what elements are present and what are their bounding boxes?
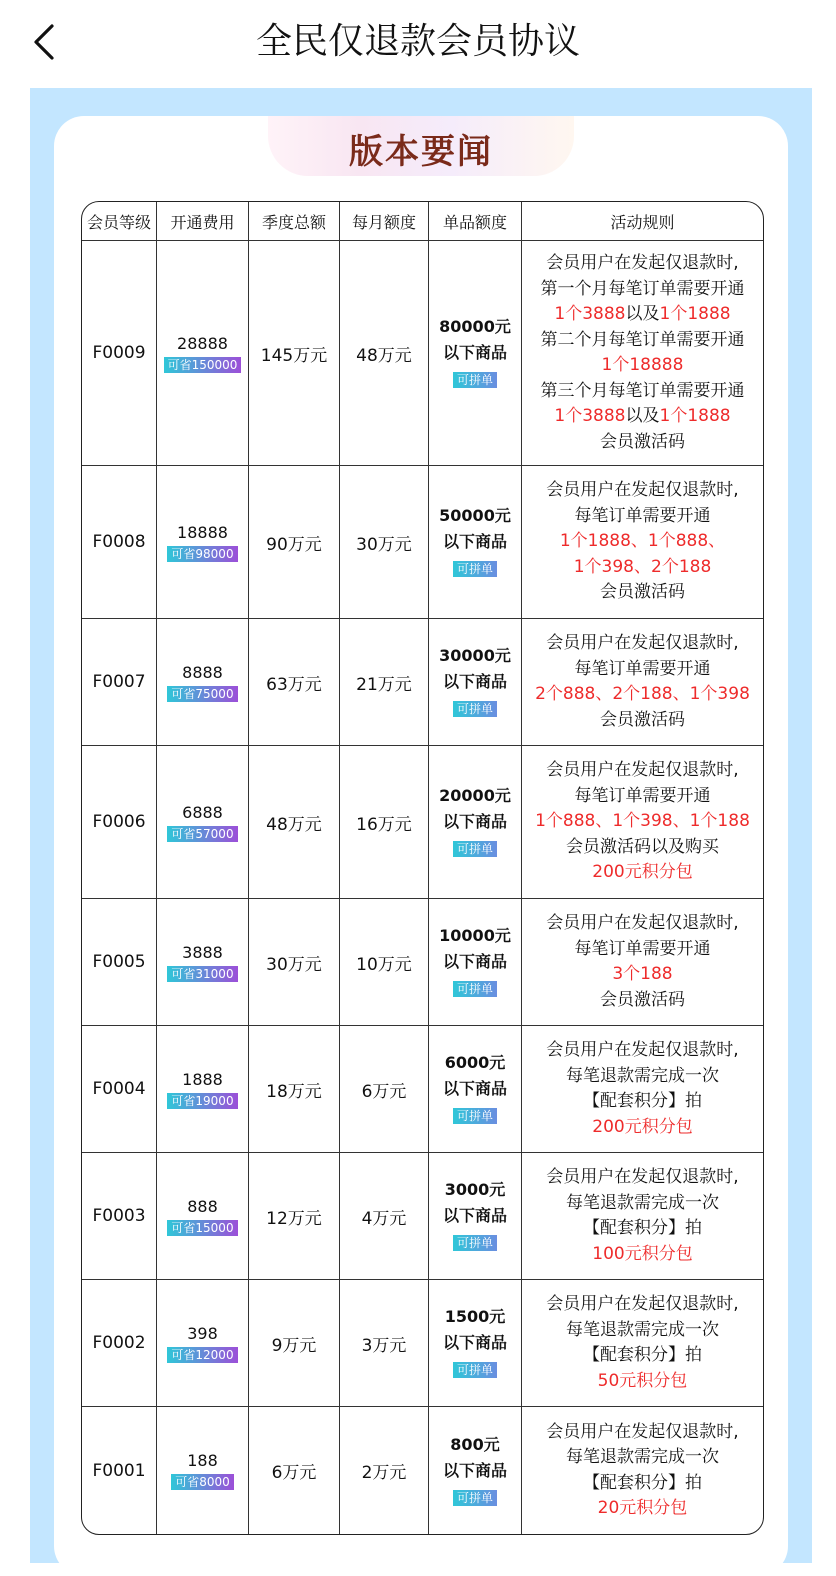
savings-badge: 可省31000	[167, 966, 237, 982]
content-panel	[30, 88, 812, 1563]
rule-text: 每笔订单需要开通	[574, 785, 711, 806]
savings-badge: 可省150000	[164, 357, 242, 373]
fee-value: 398	[187, 1323, 218, 1343]
rule-text: 1个1888、1个888、	[559, 531, 726, 552]
rule-text: 会员激活码	[600, 989, 685, 1010]
fee-value: 188	[187, 1451, 218, 1470]
single-text: 以下商品	[442, 532, 507, 551]
table-row	[82, 746, 763, 899]
rule-text: 1个888、1个398、1个188	[535, 811, 750, 832]
header-fee: 开通费用	[157, 202, 249, 241]
fee-value: 28888	[177, 333, 228, 353]
rule-text: 1个1888	[659, 304, 731, 324]
rule-text: 每笔订单需要开通	[574, 938, 711, 959]
rule-text: 会员用户在发起仅退款时,	[546, 1421, 739, 1442]
rule-text: 会员用户在发起仅退款时,	[546, 1294, 739, 1314]
single-text: 以下商品	[442, 343, 507, 362]
savings-badge: 可省15000	[167, 1220, 237, 1236]
rule-text: 会员激活码	[600, 709, 685, 730]
cell-single-limit	[429, 899, 522, 1026]
rule-line	[522, 962, 763, 988]
cell-rule	[522, 746, 763, 899]
header-level: 会员等级	[82, 202, 157, 241]
rule-text: 每笔退款需完成一次	[566, 1319, 719, 1340]
rule-line	[522, 1445, 763, 1471]
rule-line	[522, 1343, 763, 1369]
rule-line	[522, 1038, 763, 1064]
single-amount: 1500元	[444, 1307, 506, 1326]
rule-line	[522, 580, 763, 606]
cell-single-limit	[429, 1280, 522, 1407]
fee-value: 6888	[182, 802, 223, 822]
rule-text: 以及	[625, 304, 660, 324]
group-order-badge: 可拼单	[453, 1490, 497, 1506]
group-order-badge: 可拼单	[453, 841, 497, 857]
rule-line	[522, 809, 763, 835]
header-rules: 活动规则	[522, 202, 763, 241]
cell-fee	[157, 746, 249, 899]
rule-text: 会员激活码以及购买	[566, 836, 719, 857]
cell-rule	[522, 619, 763, 746]
cell-single-limit	[429, 1026, 522, 1153]
rule-line	[522, 758, 763, 784]
rule-line	[522, 1115, 763, 1141]
rule-text: 200元积分包	[592, 1116, 693, 1137]
rule-text: 200元积分包	[592, 862, 693, 883]
rule-line	[522, 379, 763, 405]
rule-text: 50元积分包	[597, 1370, 688, 1391]
membership-table	[81, 201, 764, 1535]
header-single: 单品额度	[429, 202, 522, 241]
cell-level: F0005	[82, 899, 157, 1026]
rule-line	[522, 682, 763, 708]
section-title: 版本要闻	[349, 132, 493, 172]
cell-quarter-total: 48万元	[249, 746, 340, 899]
single-amount: 10000元	[439, 926, 511, 945]
cell-fee	[157, 899, 249, 1026]
cell-fee	[157, 1026, 249, 1153]
cell-quarter-total: 30万元	[249, 899, 340, 1026]
cell-level: F0009	[82, 241, 157, 466]
group-order-badge: 可拼单	[453, 701, 497, 717]
rule-line	[522, 835, 763, 861]
table-row	[82, 1280, 763, 1407]
rule-line	[522, 353, 763, 379]
group-order-badge: 可拼单	[453, 981, 497, 997]
rule-line	[522, 1471, 763, 1497]
single-amount: 20000元	[439, 786, 511, 805]
cell-monthly-limit: 10万元	[340, 899, 429, 1026]
group-order-badge: 可拼单	[453, 1108, 497, 1124]
table-row	[82, 899, 763, 1026]
group-order-badge: 可拼单	[453, 372, 497, 388]
rule-text: 【配套积分】拍	[583, 1218, 702, 1238]
rule-text: 会员用户在发起仅退款时,	[546, 1040, 739, 1060]
rule-text: 第二个月每笔订单需要开通	[540, 329, 745, 350]
table-row	[82, 1153, 763, 1280]
cell-rule	[522, 1153, 763, 1280]
rule-text: 1个1888	[659, 406, 731, 426]
cell-single-limit	[429, 1407, 522, 1534]
rule-line	[522, 328, 763, 354]
table-row	[82, 241, 763, 466]
cell-rule	[522, 1026, 763, 1153]
single-amount: 3000元	[444, 1180, 506, 1199]
rule-text: 【配套积分】拍	[583, 1472, 702, 1493]
rule-line	[522, 302, 763, 328]
rule-line	[522, 1089, 763, 1115]
cell-rule	[522, 1280, 763, 1407]
rule-line	[522, 911, 763, 937]
single-text: 以下商品	[442, 812, 507, 831]
cell-monthly-limit: 4万元	[340, 1153, 429, 1280]
cell-quarter-total: 145万元	[249, 241, 340, 466]
single-amount: 50000元	[439, 506, 511, 525]
rule-line	[522, 555, 763, 581]
rule-text: 每笔订单需要开通	[574, 505, 711, 526]
rule-text: 会员用户在发起仅退款时,	[546, 913, 739, 933]
fee-value: 18888	[177, 522, 228, 542]
cell-single-limit	[429, 241, 522, 466]
cell-level: F0002	[82, 1280, 157, 1407]
rule-line	[522, 860, 763, 886]
cell-monthly-limit: 30万元	[340, 466, 429, 619]
single-amount: 6000元	[444, 1053, 506, 1072]
table-row	[82, 619, 763, 746]
rule-line	[522, 1064, 763, 1090]
rule-line	[522, 1496, 763, 1522]
cell-fee	[157, 1407, 249, 1534]
rule-line	[522, 708, 763, 734]
rule-text: 每笔订单需要开通	[574, 658, 711, 679]
rule-line	[522, 1165, 763, 1191]
rule-line	[522, 277, 763, 303]
rule-line	[522, 657, 763, 683]
fee-value: 8888	[182, 662, 223, 682]
group-order-badge: 可拼单	[453, 561, 497, 577]
cell-monthly-limit: 21万元	[340, 619, 429, 746]
cell-quarter-total: 12万元	[249, 1153, 340, 1280]
header-quarter: 季度总额	[249, 202, 340, 241]
rule-text: 第一个月每笔订单需要开通	[540, 278, 745, 299]
savings-badge: 可省57000	[167, 826, 237, 842]
fee-value: 888	[187, 1196, 218, 1216]
rule-text: 会员激活码	[600, 582, 685, 603]
cell-quarter-total: 18万元	[249, 1026, 340, 1153]
rule-line	[522, 1216, 763, 1242]
cell-level: F0004	[82, 1026, 157, 1153]
cell-quarter-total: 63万元	[249, 619, 340, 746]
rule-line	[522, 988, 763, 1014]
cell-rule	[522, 241, 763, 466]
rule-text: 以及	[625, 406, 660, 426]
cell-level: F0006	[82, 746, 157, 899]
table-header-row	[82, 202, 763, 241]
rule-line	[522, 1191, 763, 1217]
rule-text: 20元积分包	[597, 1498, 688, 1518]
cell-fee	[157, 241, 249, 466]
table-row	[82, 466, 763, 619]
cell-level: F0001	[82, 1407, 157, 1534]
cell-rule	[522, 466, 763, 619]
rule-text: 会员用户在发起仅退款时,	[546, 480, 739, 501]
savings-badge: 可省12000	[167, 1347, 237, 1363]
savings-badge: 可省19000	[167, 1093, 237, 1109]
rule-text: 1个3888	[554, 304, 626, 324]
cell-quarter-total: 6万元	[249, 1407, 340, 1534]
rule-text: 会员用户在发起仅退款时,	[546, 1167, 739, 1187]
single-text: 以下商品	[442, 1333, 507, 1352]
single-text: 以下商品	[442, 952, 507, 971]
rule-line	[522, 251, 763, 277]
cell-fee	[157, 466, 249, 619]
rule-text: 每笔退款需完成一次	[566, 1447, 719, 1467]
cell-single-limit	[429, 1153, 522, 1280]
rule-line	[522, 529, 763, 555]
rule-line	[522, 1242, 763, 1268]
rule-text: 会员用户在发起仅退款时,	[546, 253, 739, 273]
fee-value: 1888	[182, 1069, 223, 1089]
cell-level: F0008	[82, 466, 157, 619]
single-amount: 30000元	[439, 646, 511, 665]
rule-line	[522, 937, 763, 963]
rule-text: 每笔退款需完成一次	[566, 1192, 719, 1213]
rule-line	[522, 1420, 763, 1446]
single-amount: 800元	[450, 1434, 500, 1454]
header-month: 每月额度	[340, 202, 429, 241]
single-amount: 80000元	[439, 317, 511, 336]
cell-rule	[522, 899, 763, 1026]
rule-line	[522, 478, 763, 504]
single-text: 以下商品	[442, 672, 507, 691]
cell-single-limit	[429, 619, 522, 746]
single-text: 以下商品	[442, 1460, 507, 1480]
fee-value: 3888	[182, 942, 223, 962]
cell-monthly-limit: 3万元	[340, 1280, 429, 1407]
cell-monthly-limit: 2万元	[340, 1407, 429, 1534]
rule-text: 1个398、2个188	[573, 556, 712, 577]
rule-line	[522, 631, 763, 657]
cell-quarter-total: 90万元	[249, 466, 340, 619]
cell-rule	[522, 1407, 763, 1534]
rule-line	[522, 430, 763, 456]
cell-monthly-limit: 16万元	[340, 746, 429, 899]
section-ribbon	[268, 116, 574, 176]
cell-fee	[157, 1153, 249, 1280]
cell-fee	[157, 619, 249, 746]
cell-monthly-limit: 6万元	[340, 1026, 429, 1153]
rule-line	[522, 1318, 763, 1344]
group-order-badge: 可拼单	[453, 1362, 497, 1378]
cell-level: F0003	[82, 1153, 157, 1280]
table-row	[82, 1407, 763, 1534]
rule-text: 1个3888	[554, 406, 626, 426]
table-row	[82, 1026, 763, 1153]
rule-text: 会员用户在发起仅退款时,	[546, 633, 739, 653]
rule-text: 每笔退款需完成一次	[566, 1065, 719, 1086]
group-order-badge: 可拼单	[453, 1235, 497, 1251]
rule-line	[522, 784, 763, 810]
cell-quarter-total: 9万元	[249, 1280, 340, 1407]
single-text: 以下商品	[442, 1206, 507, 1225]
savings-badge: 可省98000	[167, 546, 237, 562]
rule-text: 【配套积分】拍	[583, 1091, 702, 1111]
agreement-card	[54, 116, 788, 1576]
cell-level: F0007	[82, 619, 157, 746]
rule-line	[522, 1292, 763, 1318]
rule-line	[522, 1369, 763, 1395]
page-title: 全民仅退款会员协议	[255, 21, 580, 62]
rule-text: 【配套积分】拍	[583, 1345, 702, 1365]
rule-line	[522, 404, 763, 430]
rule-text: 1个18888	[601, 355, 684, 375]
rule-text: 会员激活码	[600, 431, 685, 452]
rule-text: 第三个月每笔订单需要开通	[540, 380, 745, 401]
cell-single-limit	[429, 746, 522, 899]
top-bar	[0, 0, 836, 88]
rule-text: 会员用户在发起仅退款时,	[546, 760, 739, 781]
cell-monthly-limit: 48万元	[340, 241, 429, 466]
rule-text: 100元积分包	[592, 1243, 693, 1264]
single-text: 以下商品	[442, 1079, 507, 1098]
cell-single-limit	[429, 466, 522, 619]
rule-line	[522, 504, 763, 530]
rule-text: 2个888、2个188、1个398	[535, 684, 750, 704]
cell-fee	[157, 1280, 249, 1407]
savings-badge: 可省75000	[167, 686, 237, 702]
rule-text: 3个188	[612, 964, 673, 984]
savings-badge: 可省8000	[171, 1474, 234, 1490]
